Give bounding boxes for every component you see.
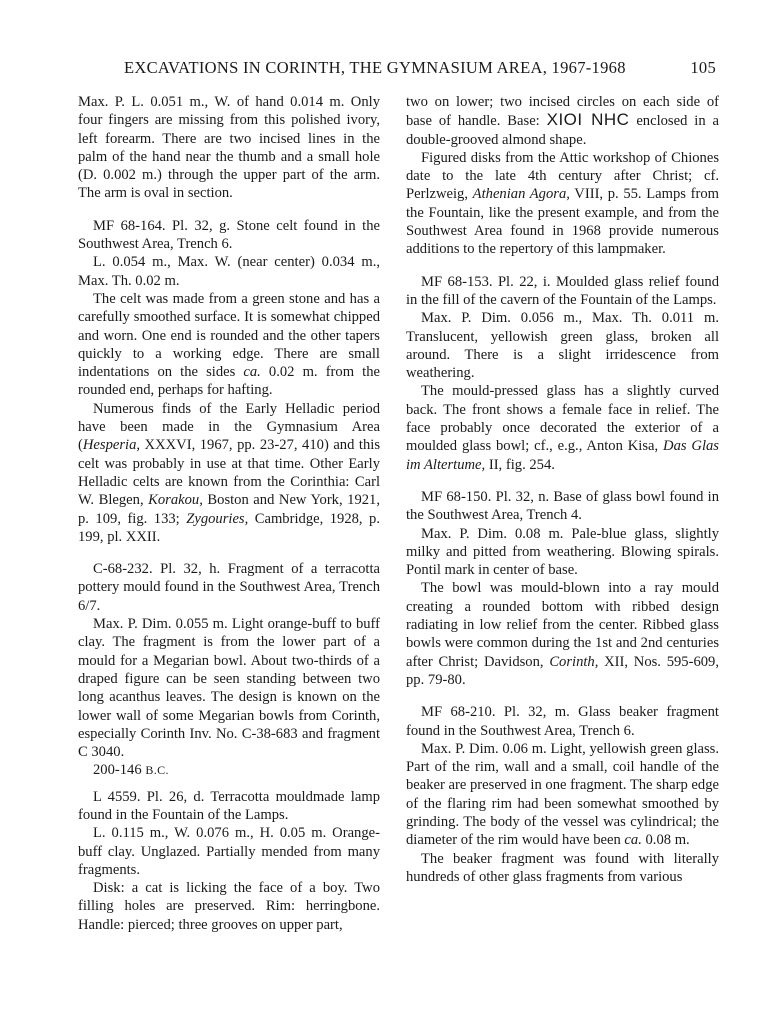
- paragraph-lamp-disk: Disk: a cat is licking the face of a boy. Two filling holes are preserved. Rim: herringbone. Handle: pierced; three grooves on upper part,: [78, 880, 380, 933]
- catalog-entry-mf-68-150: MF 68-150. Pl. 32, n. Base of glass bowl found in the Southwest Area, Trench 4.: [406, 488, 719, 524]
- catalog-entry-c-68-232: C-68-232. Pl. 32, h. Fragment of a terracotta pottery mould found in the Southwest Area, Trench 6/7.: [78, 561, 380, 614]
- paragraph-ivory-arm-description: Max. P. L. 0.051 m., W. of hand 0.014 m. Only four fingers are missing from this polished ivory, left forearm. There are two incised lines in the palm of the hand near the thumb and a small hole (D. 0.002 m.) through the upper part of the arm. The arm is oval in section.: [78, 94, 380, 202]
- paragraph-lamp-handle-base: two on lower; two incised circles on each side of base of handle. Base: ΧΙΟΙ ΝΗC enclosed in a double-grooved almond shape.: [406, 94, 719, 148]
- right-column: [406, 93, 719, 886]
- catalog-entry-l-4559: L 4559. Pl. 26, d. Terracotta mouldmade lamp found in the Fountain of the Lamps.: [78, 788, 380, 823]
- paragraph-bowl-dimensions: Max. P. Dim. 0.08 m. Pale-blue glass, slightly milky and pitted from weathering. Blowing spirals. Pontil mark in center of base.: [406, 525, 719, 579]
- paragraph-celt-dimensions: L. 0.054 m., Max. W. (near center) 0.034 m., Max. Th. 0.02 m.: [78, 254, 380, 289]
- catalog-entry-mf-68-153: MF 68-153. Pl. 22, i. Moulded glass relief found in the fill of the cavern of the Fountain of the Lamps.: [406, 273, 719, 308]
- paragraph-lamp-dimensions: L. 0.115 m., W. 0.076 m., H. 0.05 m. Orange-buff clay. Unglazed. Partially mended from many fragments.: [78, 825, 380, 878]
- catalog-entry-mf-68-164: MF 68-164. Pl. 32, g. Stone celt found in the Southwest Area, Trench 6.: [78, 217, 380, 253]
- running-title: EXCAVATIONS IN CORINTH, THE GYMNASIUM AREA, 1967-1968: [124, 58, 626, 77]
- paragraph-relief-description: The mould-pressed glass has a slightly curved back. The front shows a female face in relief. The face probably once decorated the exterior of a moulded glass bowl; cf., e.g., Anton Kisa, Das Glas im Altertume, II, fig. 254.: [406, 383, 719, 473]
- paragraph-figured-disks: Figured disks from the Attic workshop of Chiones date to the late 4th century after Christ; cf. Perlzweig, Athenian Agora, VIII, p. 55. Lamps from the Fountain, like the present example, and from the Southwest Area found in 1968 provide numerous additions to the repertory of this lampmaker.: [406, 149, 719, 258]
- paragraph-mould-description: Max. P. Dim. 0.055 m. Light orange-buff to buff clay. The fragment is from the lower part of a mould for a Megarian bowl. About two-thirds of a draped figure can be seen standing between two long acanthus leaves. The design is known on the lower wall of some Megarian bowls from Corinth, especially Corinth Inv. No. C-38-683 and fragment C 3040.: [78, 616, 380, 761]
- paragraph-beaker-context: The beaker fragment was found with literally hundreds of other glass fragments from various: [406, 850, 719, 885]
- paragraph-bowl-description: The bowl was mould-blown into a ray mould creating a rounded bottom with ribbed design radiating in low relief from the center. Ribbed glass bowls were common during the 1st and 2nd centuries after Christ; Davidson, Corinth, XII, Nos. 595-609, pp. 79-80.: [406, 580, 719, 688]
- paragraph-date: 200-146 B.C.: [93, 762, 169, 779]
- paragraph-celt-description: The celt was made from a green stone and has a carefully smoothed surface. It is somewhat chipped and worn. One end is rounded and the other tapers quickly to a working edge. There are small indentations on the sides ca. 0.02 m. from the rounded end, perhaps for hafting.: [78, 290, 380, 399]
- running-header: [110, 58, 722, 82]
- left-column: [78, 93, 380, 934]
- paragraph-early-helladic: Numerous finds of the Early Helladic period have been made in the Gymnasium Area (Hesperia, XXXVI, 1967, pp. 23-27, 410) and this celt was probably in use at that time. Other Early Helladic celts are known from the Corinthia: Carl W. Blegen, Korakou, Boston and New York, 1921, p. 109, fig. 133; Zygouries, Cambridge, 1928, p. 199, pl. XXII.: [78, 400, 380, 545]
- catalog-entry-mf-68-210: MF 68-210. Pl. 32, m. Glass beaker fragment found in the Southwest Area, Trench 6.: [406, 704, 719, 739]
- paragraph-relief-dimensions: Max. P. Dim. 0.056 m., Max. Th. 0.011 m. Translucent, yellowish green glass, broken all around. There is a slight irridescence from weathering.: [406, 310, 719, 382]
- base-inscription: ΧΙΟΙ ΝΗC: [546, 110, 630, 130]
- page-number: 105: [690, 58, 716, 77]
- paragraph-beaker-description: Max. P. Dim. 0.06 m. Light, yellowish green glass. Part of the rim, wall and a small, coil handle of the beaker are preserved in one fragment. The sharp edge of the flaring rim had been somewhat smoothed by grinding. The body of the vessel was cylindrical; the diameter of the rim would have been ca. 0.08 m.: [406, 740, 719, 849]
